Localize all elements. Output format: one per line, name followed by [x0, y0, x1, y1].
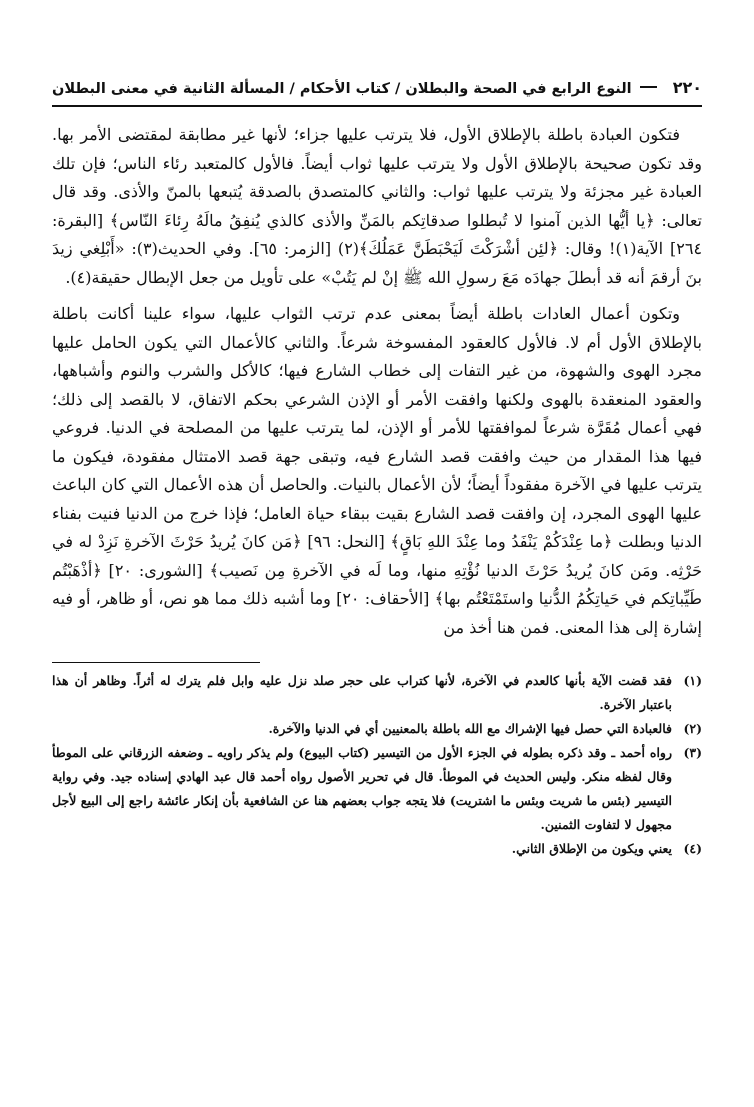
- running-header: [52, 78, 702, 107]
- footnote-number: (٢): [683, 721, 702, 736]
- footnote-number: (٣): [683, 745, 702, 760]
- footnote: [52, 717, 702, 741]
- footnote-text: يعني ويكون من الإطلاق الثاني.: [511, 841, 672, 856]
- paragraph: فتكون العبادة باطلة بالإطلاق الأول، فلا يترتب عليها جزاء؛ لأنها غير مطابقة لمقتضى الأمر بها. وقد تكون صحيحة بالإطلاق الأول ولا يترتب عليها ثواب أيضاً. فالأول كالمتعبد رئاء الناس؛ فإن تلك العبادة غير مجزئة ولا يترتب عليها ثواب: والثاني كالمتصدق بالصدقة يُتبعها بالمنّ والأذى. وقد قال تعالى: ﴿يا أيُّها الذين آمنوا لا تُبطلوا صدقاتِكم بالمَنِّ والأذى كالذي يُنفِقُ مالَهُ رِئاءَ النّاس﴾ [البقرة: ٢٦٤] الآية(١)! وقال: ﴿لئِن أشْرَكْتَ لَيَحْبَطَنَّ عَمَلُكَ﴾(٢) [الزمر: ٦٥]. وفي الحديث(٣): «أَبْلِغي زيدَ بنَ أرقمَ أنه قد أبطلَ جهادَه مَعَ رسولِ الله ﷺ إنْ لم يَتُبْ» على تأويل من جعل الإبطال حقيقة(٤).: [52, 125, 703, 287]
- footnotes: [52, 669, 702, 861]
- footnote-number: (٤): [683, 841, 702, 856]
- page-number: ٢٢٠: [672, 78, 702, 97]
- footnote: [52, 669, 702, 717]
- footnote-separator: [52, 662, 260, 663]
- main-text: [52, 121, 702, 642]
- footnote-number: (١): [683, 673, 702, 688]
- footnote-text: فالعبادة التي حصل فيها الإشراك مع الله باطلة بالمعنيين أي في الدنيا والآخرة.: [268, 721, 672, 736]
- footnote: [52, 837, 702, 861]
- footnote: [52, 741, 702, 837]
- paragraph: وتكون أعمال العادات باطلة أيضاً بمعنى عدم ترتب الثواب عليها، سواء علينا أكانت باطلة بالإطلاق الأول أم لا. فالأول كالعقود المفسوخة شرعاً. والثاني كالأعمال التي يكون الحامل عليها مجرد الهوى والشهوة، من غير التفات إلى خطاب الشارع فيها؛ كالأكل والشرب والنوم وأشباهها، والعقود المنعقدة بالهوى ولكنها وافقت الأمر أو الإذن الشرعي بحكم الاتفاق، لا بالقصد إلى ذلك؛ فهي أعمال مُقَرَّة شرعاً لموافقتها للأمر أو الإذن، لما يترتب عليها من المصلحة في الدنيا. فروعي فيها هذا المقدار من حيث وافقت قصد الشارع فيه، وتبقى جهة قصد الامتثال مفقودة، فيكون ما يترتب عليها في الآخرة مفقوداً أيضاً؛ لأن الأعمال بالنيات. والحاصل أن هذه الأعمال التي كان الباعث عليها الهوى المجرد، إن وافقت قصد الشارع بقيت ببقاء حياة العامل؛ فإذا خرج من الدنيا فنيت بفناء الدنيا وبطلت ﴿ما عِنْدَكُمْ يَنْفَدُ وما عِنْدَ اللهِ بَاقٍ﴾ [النحل: ٩٦] ﴿مَن كانَ يُريدُ حَرْثَ الآخرةِ نَزِدْ له في حَرْثِه. ومَن كانَ يُريدُ حَرْثَ الدنيا نُؤْتِهِ منها، وما لَه في الآخرةِ مِن نَصيب﴾ [الشورى: ٢٠] ﴿أذْهَبْتُم طَيِّباتِكم في حَياتِكُمُ الدُّنيا واستَمْتَعْتُم بها﴾ [الأحقاف: ٢٠] وما أشبه ذلك مما هو نص، أو ظاهر، أو فيه إشارة إلى هذا المعنى. فمن هنا أخذ من: [52, 304, 703, 637]
- footnote-text: فقد قضت الآية بأنها كالعدم في الآخرة، لأنها كتراب على حجر صلد نزل عليه وابل فلم يترك له أثراً. وظاهر أن هذا باعتبار الآخرة.: [52, 673, 672, 712]
- running-title: النوع الرابع في الصحة والبطلان / كتاب الأحكام / المسألة الثانية في معنى البطلان: [52, 81, 632, 97]
- book-page: [52, 78, 702, 861]
- header-dash: [640, 86, 657, 88]
- footnote-text: رواه أحمد ـ وقد ذكره بطوله في الجزء الأول من التيسير (كتاب البيوع) ولم يذكر راويه ـ وضعفه الزرقاني على الموطأ وقال لفظه منكر. وليس الحديث في الموطأ. قال في تحرير الأصول رواه أحمد قال عبد الهادي إسناده جيد. وفي رواية التيسير (بئس ما شريت وبئس ما اشتريت) فلا يتجه جواب بعضهم هنا عن الشافعية بأن إنكار عائشة راجع إلى البيع لأجل مجهول لا لتفاوت الثمنين.: [52, 745, 672, 832]
